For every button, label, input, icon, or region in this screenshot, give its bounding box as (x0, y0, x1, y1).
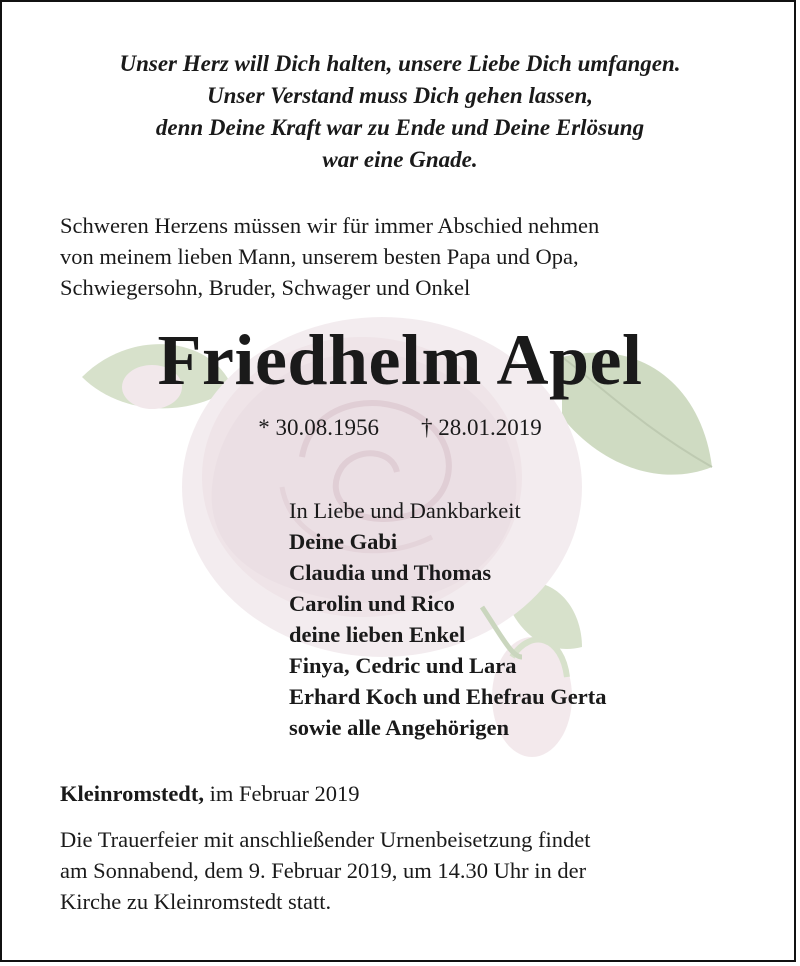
place-date (60, 778, 360, 809)
mourner-name: sowie alle Angehörigen (289, 715, 509, 740)
mourners-list (289, 495, 607, 743)
intro-line: von meinem lieben Mann, unserem besten Papa und Opa, (60, 244, 579, 269)
intro-line: Schweren Herzens müssen wir für immer Abschied nehmen (60, 213, 600, 238)
service-line: Kirche zu Kleinromstedt statt. (60, 889, 332, 914)
life-dates (2, 413, 796, 443)
motto-line: denn Deine Kraft war zu Ende und Deine Erlösung (155, 115, 645, 140)
service-line: am Sonnabend, dem 9. Februar 2019, um 14.30 Uhr in der (60, 858, 587, 883)
deceased-name: Friedhelm Apel (157, 320, 643, 400)
mourner-name: Finya, Cedric und Lara (289, 653, 517, 678)
motto-line: war eine Gnade. (322, 147, 478, 172)
service-line: Die Trauerfeier mit anschließender Urnenbeisetzung findet (60, 827, 591, 852)
intro-line: Schwiegersohn, Bruder, Schwager und Onkel (60, 275, 471, 300)
place-month: im Februar 2019 (203, 781, 360, 806)
mourner-name: Carolin und Rico (289, 591, 455, 616)
motto-quote (2, 48, 796, 176)
mourner-name: Erhard Koch und Ehefrau Gerta (289, 684, 607, 709)
funeral-service-info (60, 824, 590, 917)
mourner-name: deine lieben Enkel (289, 622, 466, 647)
motto-line: Unser Verstand muss Dich gehen lassen, (207, 83, 593, 108)
death-date: † 28.01.2019 (421, 415, 542, 440)
intro-text (60, 210, 599, 303)
birth-date: * 30.08.1956 (258, 415, 379, 440)
mourners-intro: In Liebe und Dankbarkeit (289, 498, 521, 523)
mourner-name: Deine Gabi (289, 529, 398, 554)
motto-line: Unser Herz will Dich halten, unsere Liebe Dich umfangen. (119, 51, 681, 76)
place-town: Kleinromstedt, (60, 781, 204, 806)
mourner-name: Claudia und Thomas (289, 560, 492, 585)
